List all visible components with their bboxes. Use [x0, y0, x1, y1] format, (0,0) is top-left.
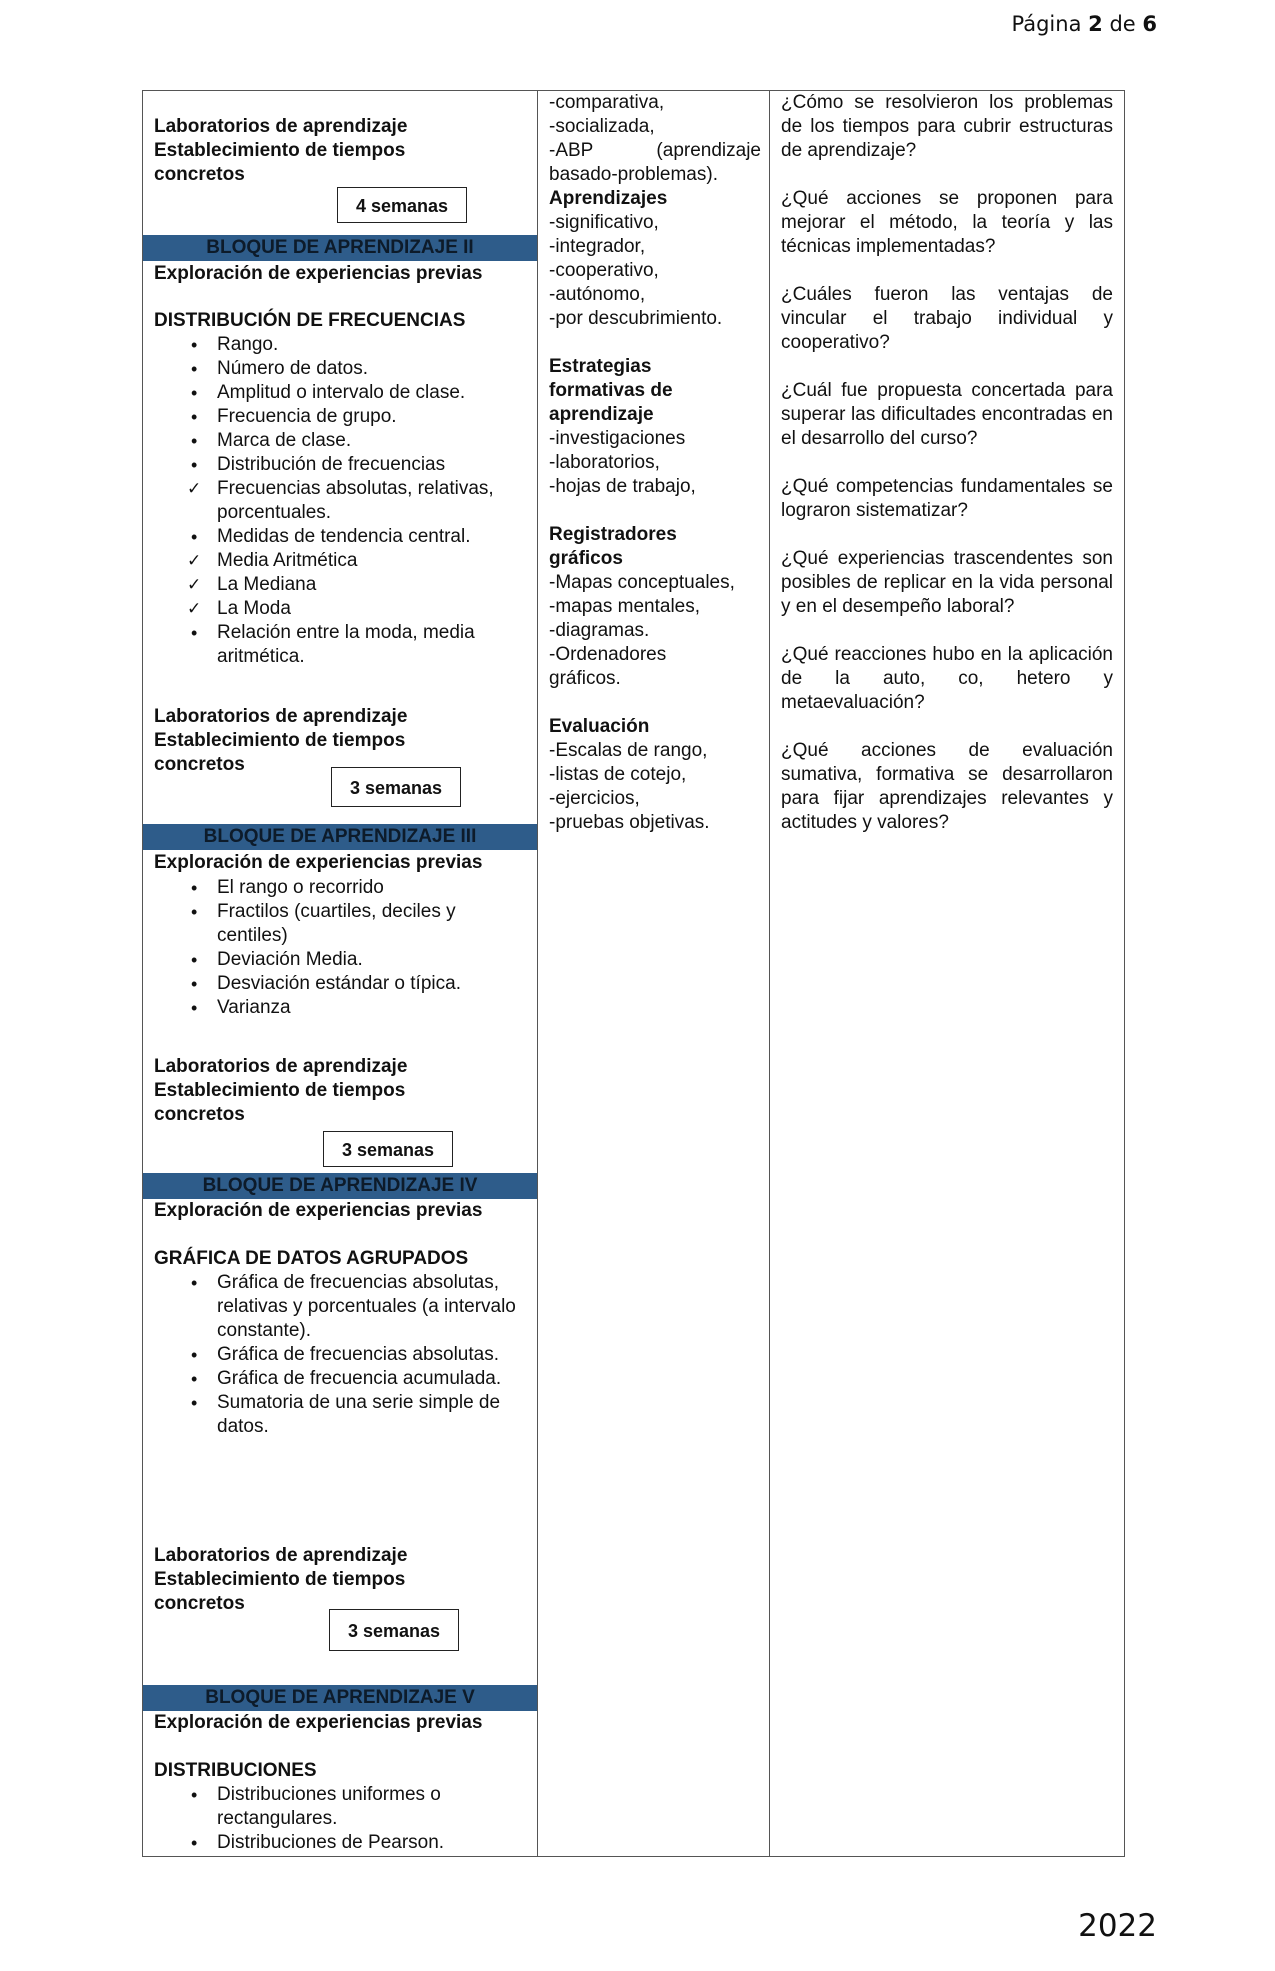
list-item: • Frecuencia de grupo. [143, 405, 527, 429]
list-item: • Relación entre la moda, media aritmética. [143, 621, 527, 669]
lab-line: concretos [154, 754, 245, 775]
reflection-question: ¿Qué reacciones hubo en la aplicación de la auto, co, hetero y metaevaluación? [781, 644, 1113, 713]
lab-line: concretos [154, 1104, 245, 1125]
text-line: -comparativa, [549, 92, 665, 113]
text-line: -laboratorios, [549, 452, 660, 473]
check-item: ✓ Frecuencias absolutas, relativas, porcentuales. [143, 477, 527, 525]
plan-table [142, 90, 1125, 1857]
footer-year: 2022 [1078, 1908, 1157, 1944]
list-item: • Gráfica de frecuencia acumulada. [143, 1367, 527, 1391]
section-heading: aprendizaje [549, 404, 654, 425]
reflection-questions [781, 91, 1113, 835]
abp-detail: (aprendizaje [656, 140, 761, 161]
page-total: 6 [1142, 12, 1157, 36]
text-line: -diagramas. [549, 620, 650, 641]
section-heading: Evaluación [549, 716, 650, 737]
list-item: • Gráfica de frecuencias absolutas. [143, 1343, 527, 1367]
exploration-heading: Exploración de experiencias previas [154, 263, 483, 284]
block-v-list [143, 1783, 527, 1855]
page-label: Página [1011, 12, 1082, 36]
text-line [549, 139, 761, 163]
weeks-box: 3 semanas [323, 1131, 453, 1167]
block-iii-list [143, 876, 527, 1020]
check-item: ✓ Media Aritmética [143, 549, 527, 573]
list-item: • Fractilos (cuartiles, deciles y centiles) [143, 900, 527, 948]
list-item: • Deviación Media. [143, 948, 527, 972]
block-iv-list [143, 1271, 527, 1439]
strategies-column [538, 91, 770, 1856]
block-iii-title: BLOQUE DE APRENDIZAJE III [143, 824, 537, 850]
list-item: • Distribución de frecuencias [143, 453, 527, 477]
exploration-heading: Exploración de experiencias previas [154, 1712, 483, 1733]
lab-line: Laboratorios de aprendizaje [154, 706, 408, 727]
page-current: 2 [1088, 12, 1103, 36]
text-line: basado-problemas). [549, 164, 718, 185]
list-item: • Gráfica de frecuencias absolutas, relativas y porcentuales (a intervalo constante). [143, 1271, 527, 1343]
reflection-question: ¿Cómo se resolvieron los problemas de los tiempos para cubrir estructuras de aprendizaje? [781, 92, 1113, 161]
lab-line: concretos [154, 1593, 245, 1614]
block-ii-title: BLOQUE DE APRENDIZAJE II [143, 235, 537, 261]
lab-line: Establecimiento de tiempos [154, 1080, 406, 1101]
lab-line: Establecimiento de tiempos [154, 1569, 406, 1590]
lab-line: Laboratorios de aprendizaje [154, 1545, 408, 1566]
text-line: gráficos. [549, 668, 621, 689]
lab-block [154, 1544, 407, 1616]
lab-line: Establecimiento de tiempos [154, 730, 406, 751]
list-item: • Distribuciones de Pearson. [143, 1831, 527, 1855]
list-item: • Medidas de tendencia central. [143, 525, 527, 549]
list-item: • Marca de clase. [143, 429, 527, 453]
lab-line: Laboratorios de aprendizaje [154, 1056, 408, 1077]
list-item: • Varianza [143, 996, 527, 1020]
abp-label: -ABP [549, 140, 594, 161]
check-item: ✓ La Mediana [143, 573, 527, 597]
page-of: de [1109, 12, 1136, 36]
weeks-box: 3 semanas [329, 1609, 459, 1651]
text-line: -listas de cotejo, [549, 764, 687, 785]
text-line: -pruebas objetivas. [549, 812, 710, 833]
block-subtitle: DISTRIBUCIONES [154, 1760, 317, 1781]
text-line: -Ordenadores [549, 644, 667, 665]
text-line: -significativo, [549, 212, 659, 233]
list-item: • El rango o recorrido [143, 876, 527, 900]
block-v-title: BLOQUE DE APRENDIZAJE V [143, 1685, 537, 1711]
lab-line: concretos [154, 164, 245, 185]
text-line: -Escalas de rango, [549, 740, 708, 761]
reflection-column [770, 91, 1124, 1856]
list-item: • Amplitud o intervalo de clase. [143, 381, 527, 405]
section-heading: formativas de [549, 380, 673, 401]
section-heading: Estrategias [549, 356, 652, 377]
section-heading: gráficos [549, 548, 623, 569]
text-line: -ejercicios, [549, 788, 640, 809]
list-item: • Número de datos. [143, 357, 527, 381]
exploration-heading: Exploración de experiencias previas [154, 1200, 483, 1221]
strategies-content [549, 91, 761, 835]
page-number [1012, 12, 1158, 36]
reflection-question: ¿Qué experiencias trascendentes son posibles de replicar en la vida personal y en el desempeño laboral? [781, 548, 1113, 617]
text-line: -integrador, [549, 236, 646, 257]
block-iv-title: BLOQUE DE APRENDIZAJE IV [143, 1173, 537, 1199]
text-line: -mapas mentales, [549, 596, 701, 617]
lab-line: Establecimiento de tiempos [154, 140, 406, 161]
lab-line: Laboratorios de aprendizaje [154, 116, 408, 137]
list-item: • Distribuciones uniformes o rectangulares. [143, 1783, 527, 1831]
text-line: -hojas de trabajo, [549, 476, 696, 497]
weeks-box: 4 semanas [337, 187, 467, 223]
text-line: -socializada, [549, 116, 655, 137]
reflection-question: ¿Qué competencias fundamentales se lograron sistematizar? [781, 476, 1113, 521]
lab-block-top [154, 115, 407, 187]
weeks-box: 3 semanas [331, 767, 461, 807]
text-line: -investigaciones [549, 428, 686, 449]
list-item: • Rango. [143, 333, 527, 357]
reflection-question: ¿Qué acciones de evaluación sumativa, formativa se desarrollaron para fijar aprendizajes relevantes y actitudes y valores? [781, 740, 1113, 833]
text-line: -por descubrimiento. [549, 308, 723, 329]
list-item: • Desviación estándar o típica. [143, 972, 527, 996]
exploration-heading: Exploración de experiencias previas [154, 852, 483, 873]
content-column [143, 91, 538, 1856]
text-line: -cooperativo, [549, 260, 659, 281]
block-subtitle: GRÁFICA DE DATOS AGRUPADOS [154, 1248, 469, 1269]
reflection-question: ¿Cuál fue propuesta concertada para superar las dificultades encontradas en el desarrollo del curso? [781, 380, 1113, 449]
section-heading: Registradores [549, 524, 677, 545]
reflection-question: ¿Cuáles fueron las ventajas de vincular el trabajo individual y cooperativo? [781, 284, 1113, 353]
lab-block [154, 1055, 407, 1127]
reflection-question: ¿Qué acciones se proponen para mejorar el método, la teoría y las técnicas implementadas? [781, 188, 1113, 257]
block-subtitle: DISTRIBUCIÓN DE FRECUENCIAS [154, 310, 466, 331]
text-line: -Mapas conceptuales, [549, 572, 735, 593]
check-item: ✓ La Moda [143, 597, 527, 621]
section-heading: Aprendizajes [549, 188, 668, 209]
text-line: -autónomo, [549, 284, 646, 305]
block-ii-list [143, 333, 527, 669]
list-item: • Sumatoria de una serie simple de datos. [143, 1391, 527, 1439]
